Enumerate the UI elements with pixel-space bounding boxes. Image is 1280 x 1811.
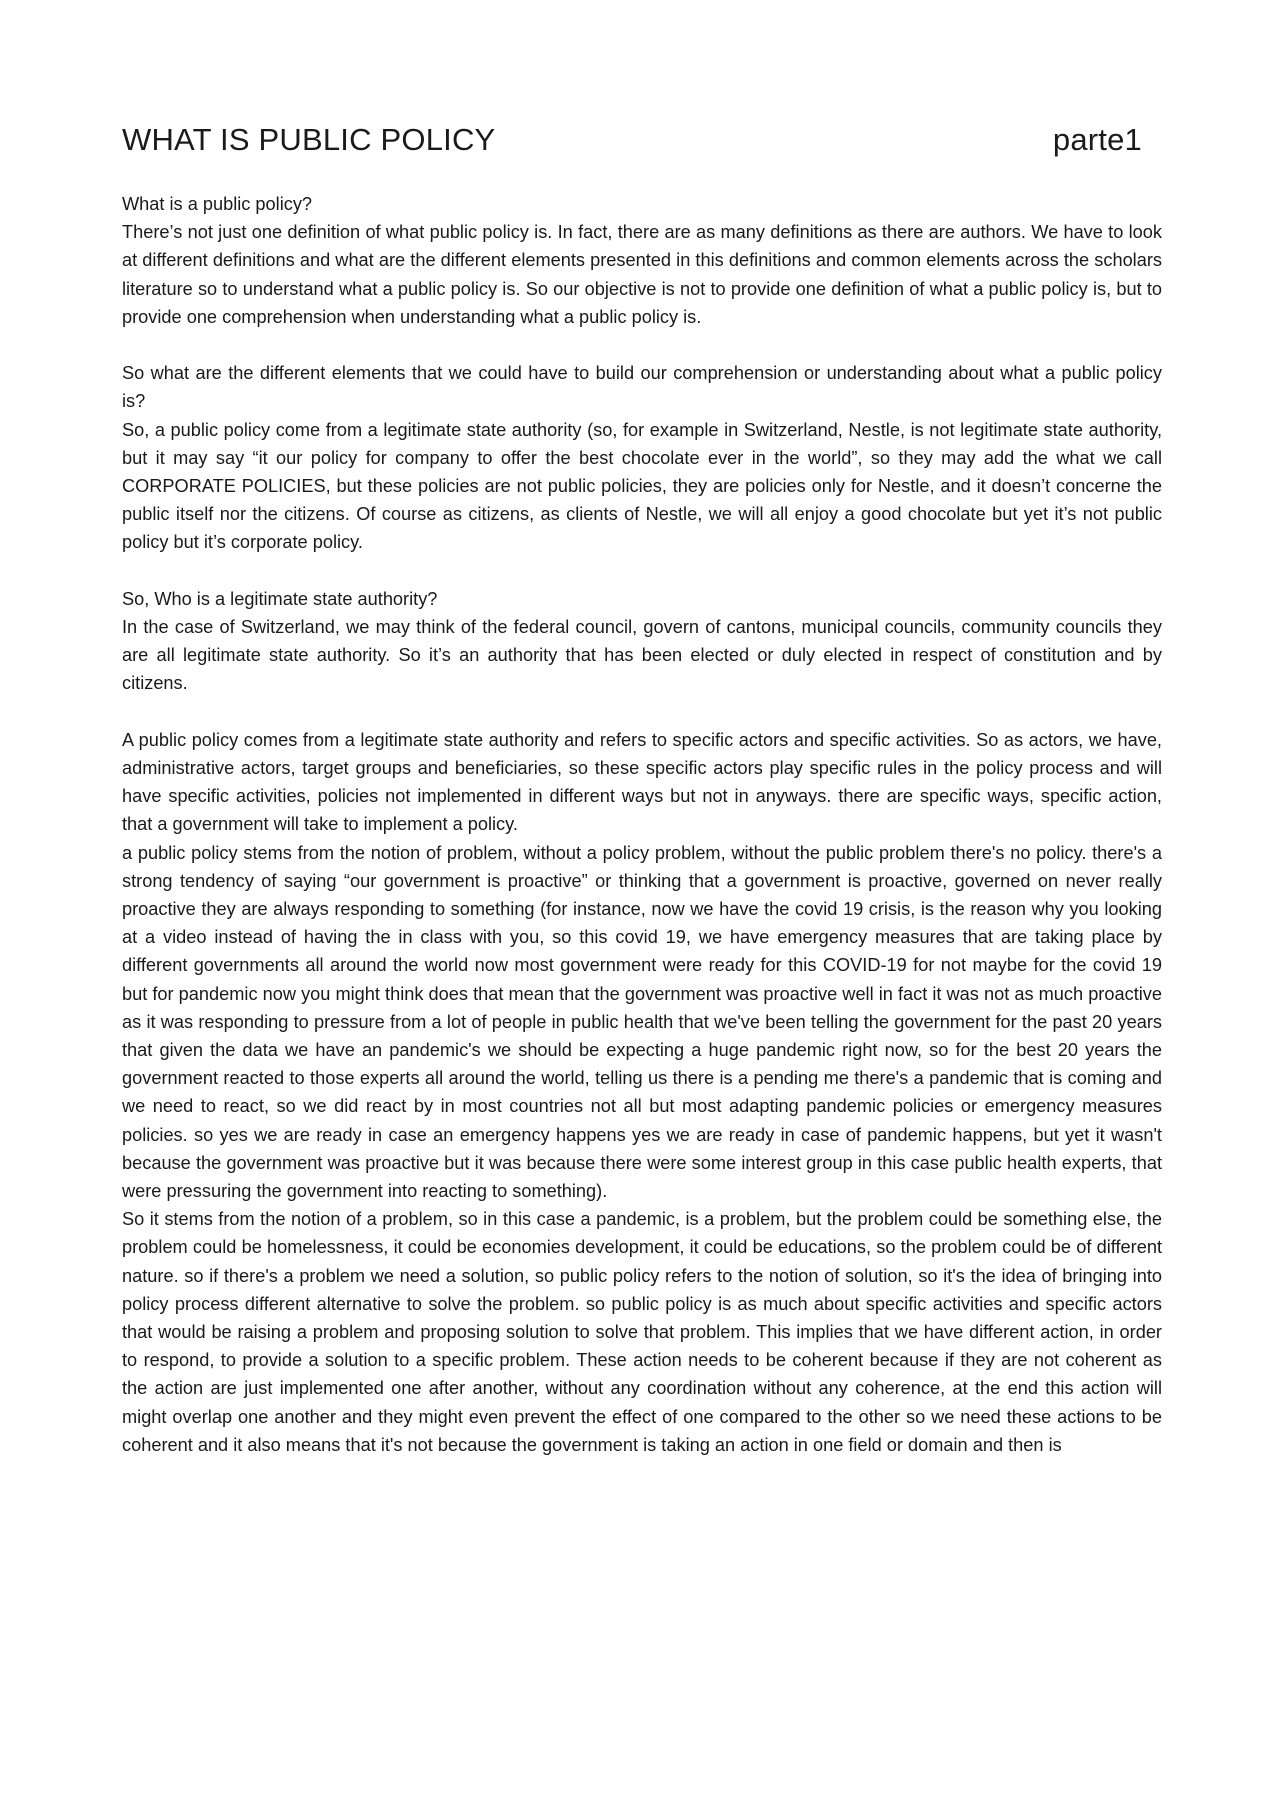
- document-body: [122, 190, 1162, 1459]
- document-page: [122, 118, 1162, 1459]
- paragraph-definitions: There’s not just one definition of what public policy is. In fact, there are as many definitions as there are authors. We have to look at different definitions and what are the different elements presented in this definitions and common elements across the scholars literature so to understand what a public policy is. So our objective is not to provide one definition of what a public policy is, but to provide one comprehension when understanding what a public policy is.: [122, 222, 1162, 327]
- paragraph-problem: a public policy stems from the notion of problem, without a policy problem, without the public problem there's no policy. there's a strong tendency of saying “our government is proactive” or thinking that a government is proactive, governed on never really proactive they are always responding to something (for instance, now we have the covid 19 crisis, is the reason why you looking at a video instead of having the in class with you, so this covid 19, we have emergency measures that are taking place by different governments all around the world now most government were ready for this COVID-19 for not maybe for the covid 19 but for pandemic now you might think does that mean that the government was proactive well in fact it was not as much proactive as it was responding to pressure from a lot of people in public health that we've been telling the government for the past 20 years that given the data we have an pandemic's we should be expecting a huge pandemic right now, so for the best 20 years the government reacted to those experts all around the world, telling us there is a pending me there's a pandemic that is coming and we need to react, so we did react by in most countries not all but most adapting pandemic policies or emergency measures policies. so yes we are ready in case an emergency happens yes we are ready in case of pandemic happens, but yet it wasn't because the government was proactive but it was because there were some interest group in this case public health experts, that were pressuring the government into reacting to something).: [122, 842, 1162, 1202]
- document-title: WHAT IS PUBLIC POLICY: [122, 122, 496, 157]
- paragraph-question-1: What is a public policy?: [122, 194, 313, 214]
- paragraph-solution: So it stems from the notion of a problem, so in this case a pandemic, is a problem, but the problem could be something else, the problem could be homelessness, it could be economies development, it could be educations, so the problem could be of different nature. so if there's a problem we need a solution, so public policy refers to the notion of solution, so it's the idea of bringing into policy process different alternative to solve the problem. so public policy is as much about specific activities and specific actors that would be raising a problem and proposing solution to solve that problem. This implies that we have different action, in order to respond, to provide a solution to a specific problem. These action needs to be coherent because if they are not coherent as the action are just implemented one after another, without any coordination without any coherence, at the end this action will might overlap one another and they might even prevent the effect of one compared to the other so we need these actions to be coherent and it also means that it's not because the government is taking an action in one field or domain and then is: [122, 1209, 1162, 1455]
- paragraph-nestle: So, a public policy come from a legitimate state authority (so, for example in Switzerland, Nestle, is not legitimate state authority, but it may say “it our policy for company to offer the best chocolate ever in the world”, so they may add the what we call CORPORATE POLICIES, but these policies are not public policies, they are policies only for Nestle, and it doesn’t concerne the public itself nor the citizens. Of course as citizens, as clients of Nestle, we will all enjoy a good chocolate but yet it’s not public policy but it’s corporate policy.: [122, 419, 1162, 553]
- paragraph-switzerland: In the case of Switzerland, we may think of the federal council, govern of cantons, municipal councils, community councils they are all legitimate state authority. So it’s an authority that has been elected or duly elected in respect of constitution and by citizens.: [122, 617, 1162, 694]
- part-label: parte1: [1052, 122, 1142, 157]
- paragraph-question-2: So what are the different elements that we could have to build our comprehension or understanding about what a public policy is?: [122, 363, 1162, 412]
- paragraph-actors: A public policy comes from a legitimate state authority and refers to specific actors and specific activities. So as actors, we have, administrative actors, target groups and beneficiaries, so these specific actors play specific rules in the policy process and will have specific activities, policies not implemented in different ways but not in anyways. there are specific ways, specific action, that a government will take to implement a policy.: [122, 729, 1162, 835]
- paragraph-question-3: So, Who is a legitimate state authority?: [122, 588, 438, 609]
- title-row: [122, 118, 1162, 162]
